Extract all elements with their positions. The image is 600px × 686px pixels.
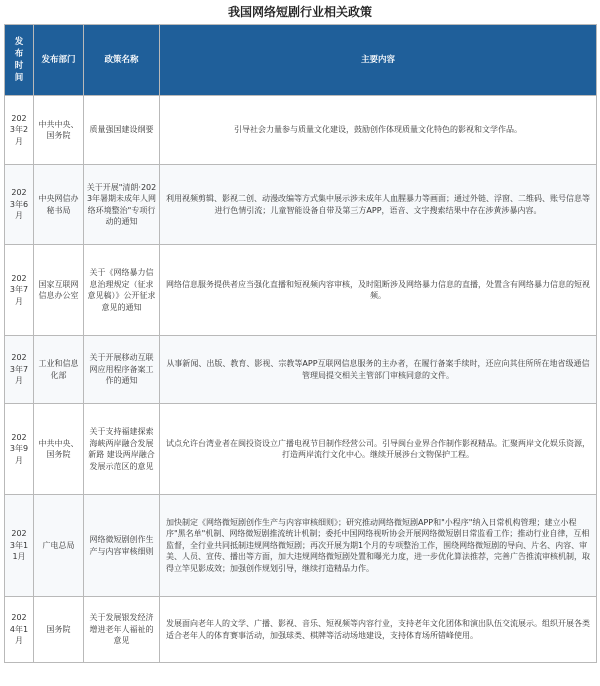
- header-time: 发布时间: [5, 25, 34, 96]
- policy-table: [4, 24, 597, 663]
- cell-content: 引导社会力量参与质量文化建设，鼓励创作体现质量文化特色的影视和文学作品。: [160, 96, 597, 165]
- cell-dept: 中共中央、国务院: [34, 96, 84, 165]
- header-name: 政策名称: [84, 25, 160, 96]
- cell-dept: 中央网信办秘书局: [34, 165, 84, 245]
- cell-dept: 广电总局: [34, 495, 84, 597]
- table-row: [5, 597, 597, 663]
- cell-content: 发展面向老年人的文学、广播、影视、音乐、短视频等内容行业，支持老年文化团体和演出队伍交流展示。组织开展各类适合老年人的体育赛事活动，加强球类、棋牌等活动场地建设，支持体育场所错峰使用。: [160, 597, 597, 663]
- cell-name: 关于发展银发经济增进老年人福祉的意见: [84, 597, 160, 663]
- cell-content: 网络信息服务提供者应当强化直播和短视频内容审核，及时阻断涉及网络暴力信息的直播，处置含有网络暴力信息的短视频。: [160, 245, 597, 336]
- header-content: 主要内容: [160, 25, 597, 96]
- cell-name: 关于开展"清朗·2023年暑期未成年人网络环境整治"专项行动的通知: [84, 165, 160, 245]
- cell-dept: 国务院: [34, 597, 84, 663]
- table-row: [5, 336, 597, 404]
- cell-name: 关于开展移动互联网应用程序备案工作的通知: [84, 336, 160, 404]
- cell-time: 2023年11月: [5, 495, 34, 597]
- cell-time: 2023年6月: [5, 165, 34, 245]
- table-row: [5, 165, 597, 245]
- cell-time: 2023年9月: [5, 404, 34, 495]
- cell-name: 网络微短剧创作生产与内容审核细则: [84, 495, 160, 597]
- header-dept: 发布部门: [34, 25, 84, 96]
- cell-content: 试点允许台湾业者在闽投资设立广播电视节目制作经营公司。引导闽台业界合作制作影视精品。汇聚两岸文化娱乐资源，打造两岸流行文化中心。继续开展涉台文物保护工程。: [160, 404, 597, 495]
- cell-time: 2023年2月: [5, 96, 34, 165]
- cell-content: 加快制定《网络微短剧创作生产与内容审核细则》；研究推动网络微短剧APP和"小程序"纳入日常机构管理；建立小程序"黑名单"机制、网络微短剧推流统计机制；委托中国网络视听协会开展网络微短剧日常监看工作；推动行业自律，互相监督，全行业共同抵制违规网络微短剧；再次开展为期1个月的专项整治工作，围绕网络微短剧的导向、片名、内容、审美、人员、宣传、播出等方面，加大违规网络微短剧处置和曝光力度，进一步优化算法推荐，完善广告推流审核机制，取得立竿见影成效；加强创作规划引导，继续打造精品力作。: [160, 495, 597, 597]
- cell-name: 关于《网络暴力信息治理规定（征求意见稿）》公开征求意见的通知: [84, 245, 160, 336]
- table-header-row: [5, 25, 597, 96]
- cell-time: 2023年7月: [5, 336, 34, 404]
- cell-content: 从事新闻、出版、教育、影视、宗教等APP互联网信息服务的主办者，在履行备案手续时，还应向其住所所在地省级通信管理局提交相关主管部门审核同意的文件。: [160, 336, 597, 404]
- cell-name: 关于支持福建探索海峡两岸融合发展新路 建设两岸融合发展示范区的意见: [84, 404, 160, 495]
- cell-name: 质量强国建设纲要: [84, 96, 160, 165]
- table-row: [5, 96, 597, 165]
- cell-dept: 国家互联网信息办公室: [34, 245, 84, 336]
- table-row: [5, 245, 597, 336]
- cell-dept: 工业和信息化部: [34, 336, 84, 404]
- cell-time: 2023年7月: [5, 245, 34, 336]
- cell-dept: 中共中央、国务院: [34, 404, 84, 495]
- cell-content: 利用视频剪辑、影视二创、动漫改编等方式集中展示涉未成年人血腥暴力等画面；通过外链、浮窗、二维码、账号信息等进行色情引流；儿童智能设备自带及第三方APP，语音、文字搜索结果中存在涉黄涉暴内容。: [160, 165, 597, 245]
- table-row: [5, 495, 597, 597]
- page-title: 我国网络短剧行业相关政策: [227, 5, 372, 19]
- table-row: [5, 404, 597, 495]
- cell-time: 2024年1月: [5, 597, 34, 663]
